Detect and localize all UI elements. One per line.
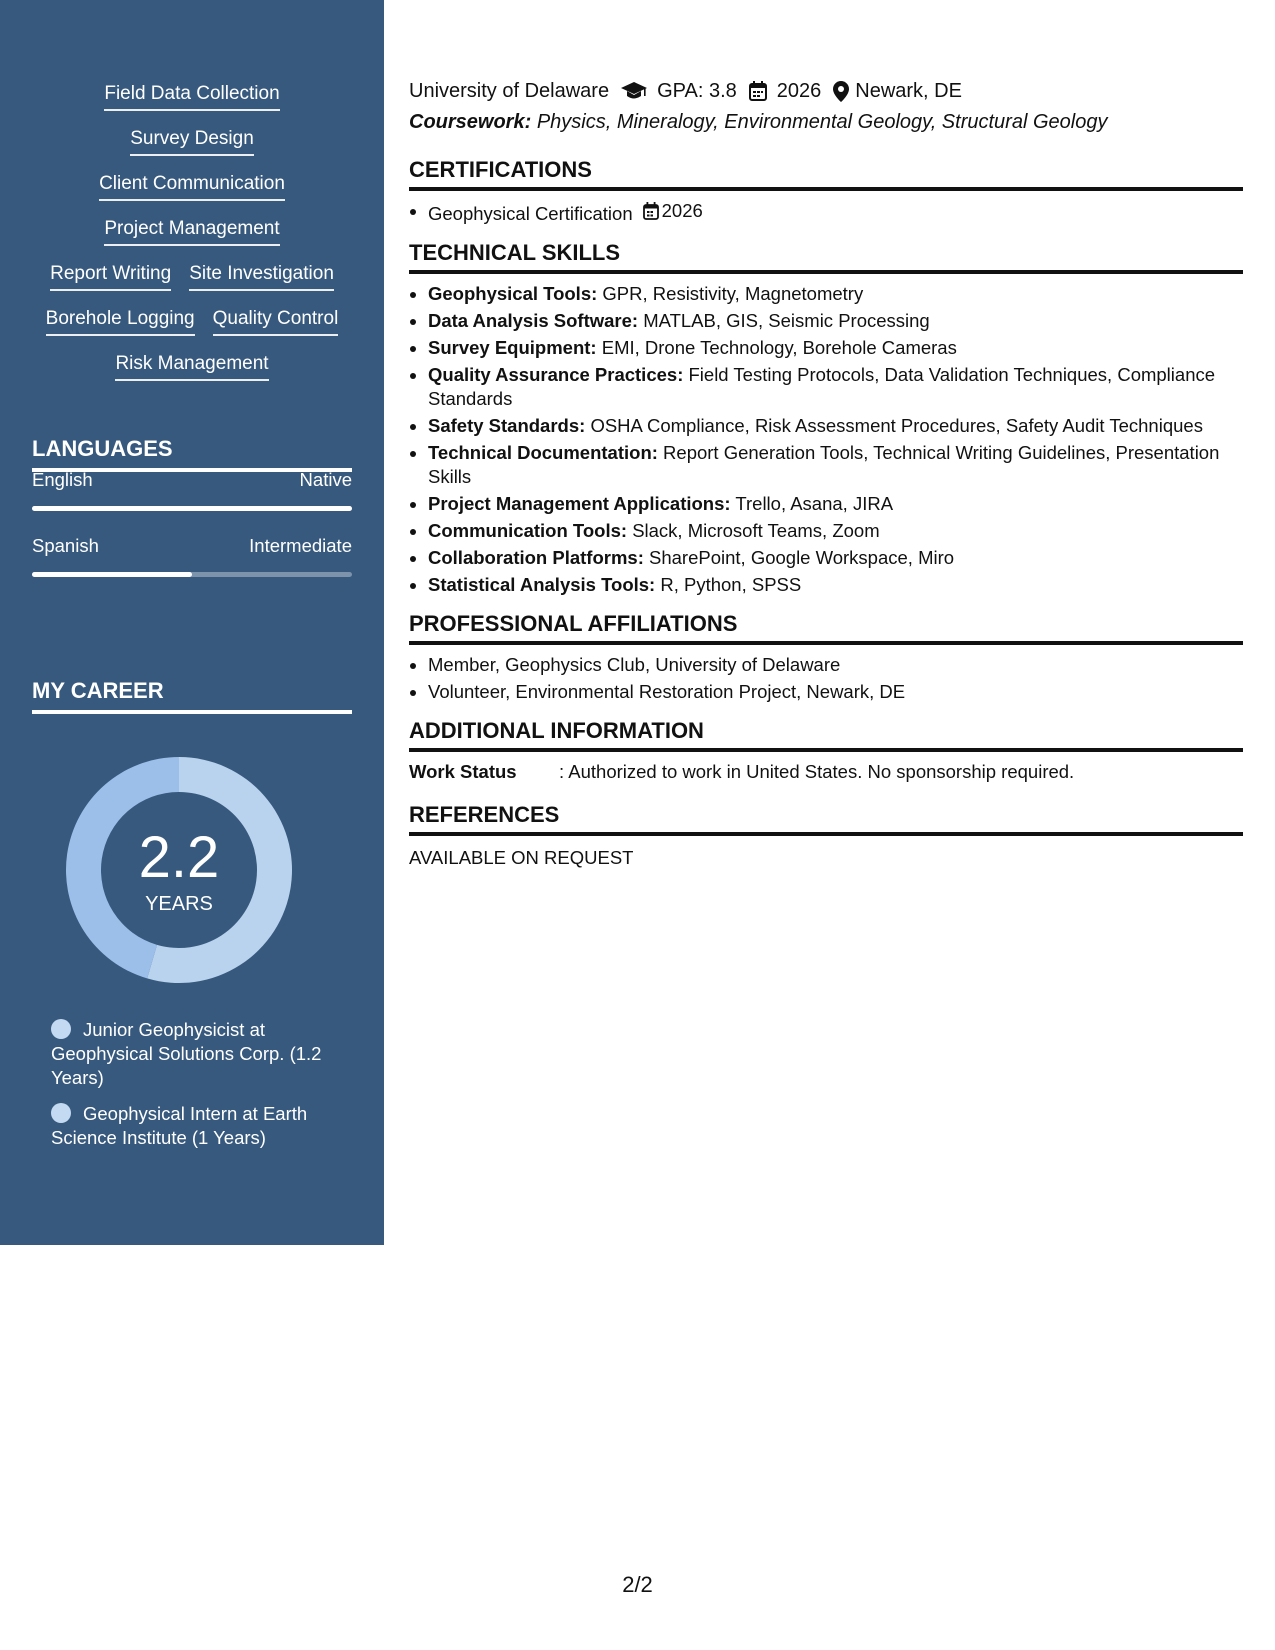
coursework-label: Coursework: xyxy=(409,111,532,133)
language-proficiency-fill xyxy=(32,506,352,511)
career-list xyxy=(51,1018,351,1162)
affiliations-heading: PROFESSIONAL AFFILIATIONS xyxy=(409,611,1243,645)
skill-row xyxy=(30,262,354,307)
technical-skill-value: GPR, Resistivity, Magnetometry xyxy=(602,283,864,304)
skill-tag: Survey Design xyxy=(130,127,254,156)
language-level: Native xyxy=(299,469,352,490)
education-line xyxy=(409,78,1243,104)
career-item-text: Junior Geophysicist at Geophysical Solutions Corp. (1.2 Years) xyxy=(51,1019,322,1088)
technical-skills-section xyxy=(409,240,1243,597)
technical-skill-value: MATLAB, GIS, Seismic Processing xyxy=(643,310,930,331)
skill-row xyxy=(30,82,354,127)
technical-skill-label: Data Analysis Software: xyxy=(428,310,639,331)
technical-skill-value: EMI, Drone Technology, Borehole Cameras xyxy=(601,337,957,358)
skills-list xyxy=(30,82,354,397)
work-status-row xyxy=(409,760,1243,784)
skill-row xyxy=(30,307,354,352)
career-total-years: 2.2 xyxy=(138,825,220,890)
language-item xyxy=(32,468,352,511)
technical-skill-item xyxy=(409,492,1243,516)
work-status-label: Work Status xyxy=(409,761,517,782)
technical-skill-label: Technical Documentation: xyxy=(428,442,658,463)
career-item xyxy=(51,1102,351,1150)
career-donut-chart xyxy=(66,757,292,983)
certifications-list xyxy=(409,199,1243,226)
skill-tag: Field Data Collection xyxy=(104,82,279,111)
technical-skill-item xyxy=(409,282,1243,306)
technical-skill-value: Trello, Asana, JIRA xyxy=(735,493,894,514)
coursework-value: Physics, Mineralogy, Environmental Geology, Structural Geology xyxy=(536,111,1108,133)
references-heading: REFERENCES xyxy=(409,802,1243,836)
certification-date xyxy=(643,199,703,223)
technical-skill-label: Communication Tools: xyxy=(428,520,628,541)
technical-skill-item xyxy=(409,336,1243,360)
language-proficiency-fill xyxy=(32,572,192,577)
additional-info-heading: ADDITIONAL INFORMATION xyxy=(409,718,1243,752)
technical-skills-list xyxy=(409,282,1243,597)
skill-tag: Report Writing xyxy=(50,262,171,291)
technical-skill-item xyxy=(409,519,1243,543)
skill-tag: Quality Control xyxy=(213,307,339,336)
technical-skill-label: Collaboration Platforms: xyxy=(428,547,644,568)
graduation-cap-icon xyxy=(621,82,647,100)
legend-dot-icon xyxy=(51,1103,71,1123)
affiliation-item: Member, Geophysics Club, University of Delaware xyxy=(409,653,1243,677)
affiliations-list xyxy=(409,653,1243,704)
donut-center xyxy=(66,757,292,983)
additional-info-section xyxy=(409,718,1243,784)
skill-tag: Project Management xyxy=(104,217,279,246)
references-text: AVAILABLE ON REQUEST xyxy=(409,847,634,868)
page-number: 2/2 xyxy=(622,1572,653,1597)
skill-tag: Borehole Logging xyxy=(46,307,195,336)
language-level: Intermediate xyxy=(249,535,352,556)
calendar-icon xyxy=(749,81,767,101)
sidebar xyxy=(0,0,384,1245)
technical-skill-item xyxy=(409,363,1243,411)
technical-skill-value: Field Testing Protocols, Data Validation Techniques, Compliance Standards xyxy=(428,364,1216,409)
language-name: English xyxy=(32,469,93,490)
technical-skill-label: Survey Equipment: xyxy=(428,337,597,358)
skill-row xyxy=(30,217,354,262)
gpa: GPA: 3.8 xyxy=(657,80,737,102)
skill-tag: Client Communication xyxy=(99,172,285,201)
skill-row xyxy=(30,172,354,217)
language-proficiency-bar xyxy=(32,506,352,511)
map-pin-icon xyxy=(833,81,849,102)
career-years-unit: YEARS xyxy=(145,893,213,915)
certifications-section xyxy=(409,157,1243,226)
technical-skills-heading: TECHNICAL SKILLS xyxy=(409,240,1243,274)
language-proficiency-bar xyxy=(32,572,352,577)
technical-skill-label: Statistical Analysis Tools: xyxy=(428,574,656,595)
main-content xyxy=(409,78,1243,870)
coursework xyxy=(409,109,1243,135)
technical-skill-label: Safety Standards: xyxy=(428,415,586,436)
languages-heading: LANGUAGES xyxy=(32,436,352,472)
technical-skill-value: Report Generation Tools, Technical Writing Guidelines, Presentation Skills xyxy=(428,442,1220,487)
certification-year: 2026 xyxy=(661,200,703,221)
calendar-icon xyxy=(643,202,659,220)
affiliation-item: Volunteer, Environmental Restoration Project, Newark, DE xyxy=(409,680,1243,704)
language-row xyxy=(32,468,352,492)
technical-skill-value: SharePoint, Google Workspace, Miro xyxy=(649,547,955,568)
location: Newark, DE xyxy=(855,80,962,102)
certification-item xyxy=(409,199,1243,226)
technical-skill-value: R, Python, SPSS xyxy=(660,574,802,595)
skill-row xyxy=(30,352,354,397)
certifications-heading: CERTIFICATIONS xyxy=(409,157,1243,191)
technical-skill-item xyxy=(409,573,1243,597)
technical-skill-label: Quality Assurance Practices: xyxy=(428,364,684,385)
technical-skill-item xyxy=(409,546,1243,570)
career-heading: MY CAREER xyxy=(32,678,352,714)
technical-skill-value: Slack, Microsoft Teams, Zoom xyxy=(632,520,880,541)
certification-name: Geophysical Certification xyxy=(428,203,633,224)
language-name: Spanish xyxy=(32,535,99,556)
technical-skill-item xyxy=(409,414,1243,438)
graduation-year: 2026 xyxy=(776,80,822,102)
work-status-value: : Authorized to work in United States. No sponsorship required. xyxy=(559,761,1075,782)
technical-skill-value: OSHA Compliance, Risk Assessment Procedures, Safety Audit Techniques xyxy=(590,415,1203,436)
affiliations-section xyxy=(409,611,1243,704)
career-item xyxy=(51,1018,351,1090)
language-item xyxy=(32,534,352,577)
legend-dot-icon xyxy=(51,1019,71,1039)
technical-skill-label: Project Management Applications: xyxy=(428,493,731,514)
skill-tag: Site Investigation xyxy=(189,262,334,291)
career-item-text: Geophysical Intern at Earth Science Institute (1 Years) xyxy=(51,1103,308,1148)
technical-skill-label: Geophysical Tools: xyxy=(428,283,598,304)
skill-tag: Risk Management xyxy=(115,352,268,381)
references-section xyxy=(409,802,1243,870)
skill-row xyxy=(30,127,354,172)
technical-skill-item xyxy=(409,441,1243,489)
school-name: University of Delaware xyxy=(409,80,610,102)
language-row xyxy=(32,534,352,558)
technical-skill-item xyxy=(409,309,1243,333)
